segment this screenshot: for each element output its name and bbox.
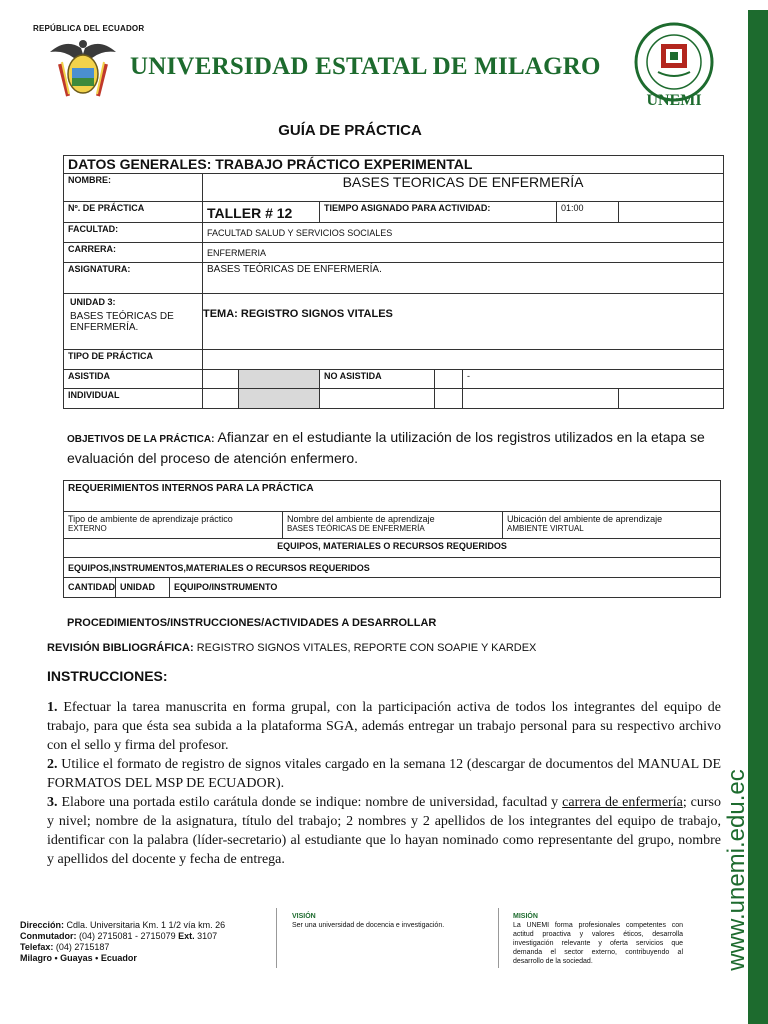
instruccion-2: 2. Utilice el formato de registro de signos vitales cargado en la semana 12 (descargar de documentos del MANUAL DE FORMATOS DEL MSP DE ECUADOR). — [47, 757, 721, 791]
individual-cell-c — [320, 389, 435, 409]
individual-cell-b — [239, 389, 320, 409]
procedimientos-heading: PROCEDIMIENTOS/INSTRUCCIONES/ACTIVIDADES A DESARROLLAR — [67, 617, 437, 629]
university-title: UNIVERSIDAD ESTATAL DE MILAGRO — [130, 53, 601, 80]
objetivos-text: Afianzar en el estudiante la utilización de los registros utilizados en la etapa se evaluación del proceso de atención enfermero. — [67, 429, 705, 466]
individual-cell-e — [463, 389, 619, 409]
ubicacion-ambiente-value: AMBIENTE VIRTUAL — [507, 524, 584, 533]
individual-label: INDIVIDUAL — [64, 389, 203, 409]
ubicacion-ambiente-label: Ubicación del ambiente de aprendizaje — [507, 514, 663, 524]
datos-heading: DATOS GENERALES: TRABAJO PRÁCTICO EXPERIMENTAL — [64, 156, 724, 174]
no-asistida-cell-a — [435, 370, 463, 389]
nombre-value: BASES TEORICAS DE ENFERMERÍA — [203, 174, 724, 202]
asistida-cell-a — [203, 370, 239, 389]
objetivos-section — [67, 428, 727, 467]
unidad-label: UNIDAD 3: — [70, 297, 116, 307]
nombre-ambiente-label: Nombre del ambiente de aprendizaje — [287, 514, 435, 524]
footer-divider — [276, 908, 277, 968]
practica-value: TALLER # 12 — [203, 202, 320, 223]
requerimientos-heading: REQUERIMIENTOS INTERNOS PARA LA PRÁCTICA — [64, 481, 721, 512]
ecuador-crest-icon — [48, 34, 118, 104]
tiempo-empty-cell — [619, 202, 724, 223]
asistida-label: ASISTIDA — [64, 370, 203, 389]
tipo-ambiente-label: Tipo de ambiente de aprendizaje práctico — [68, 514, 233, 524]
cantidad-header: CANTIDAD — [64, 578, 116, 598]
facultad-label: FACULTAD: — [64, 223, 203, 243]
revision-bibliografica — [47, 642, 536, 654]
seal-word: UNEMI — [646, 92, 702, 109]
equipos-row: EQUIPOS,INSTRUMENTOS,MATERIALES O RECURSOS REQUERIDOS — [64, 558, 721, 578]
tipo-practica-label: TIPO DE PRÁCTICA — [64, 350, 203, 370]
instruccion-3: 3. Elabore una portada estilo carátula donde se indique: nombre de universidad, facultad y carrera de enfermería; curso y nivel; nombre de la asignatura, título del trabajo; 2 nombres y 2 apellidos de los integrantes del equipo de trabajo, identificar con la palabra (líder-secretario) al estudiante que lo hayan nominado como representante del grupo, nombre y apellidos del docente y fecha de entrega. — [47, 795, 722, 867]
carrera-label: CARRERA: — [64, 243, 203, 263]
equipo-header: EQUIPO/INSTRUMENTO — [170, 578, 721, 598]
footer-vision: VISIÓN Ser una universidad de docencia e investigación. — [292, 913, 445, 929]
revision-label: REVISIÓN BIBLIOGRÁFICA: — [47, 642, 194, 654]
datos-generales-table — [63, 155, 724, 409]
requerimientos-table — [63, 480, 721, 598]
asignatura-value: BASES TEÓRICAS DE ENFERMERÍA. — [203, 263, 724, 294]
tipo-ambiente-value: EXTERNO — [68, 524, 107, 533]
tipo-practica-empty — [203, 350, 724, 370]
individual-cell-f — [619, 389, 724, 409]
nombre-ambiente-value: BASES TEÓRICAS DE ENFERMERÍA — [287, 524, 425, 533]
revision-text: REGISTRO SIGNOS VITALES, REPORTE CON SOAPIE Y KARDEX — [193, 642, 537, 654]
tiempo-value: 01:00 — [557, 202, 619, 223]
individual-cell-a — [203, 389, 239, 409]
no-asistida-label: NO ASISTIDA — [320, 370, 435, 389]
instrucciones-title: INSTRUCCIONES: — [47, 668, 168, 684]
nombre-label: NOMBRE: — [64, 174, 203, 202]
footer-address: Dirección: Cdla. Universitaria Km. 1 1/2 vía km. 26 Conmutador: (04) 2715081 - 2715079 Ext. 3107 Telefax: (04) 2715187 Milagro • Guayas • Ecuador — [20, 920, 226, 963]
footer-mision: MISIÓN La UNEMI forma profesionales competentes con actitud proactiva y valores éticos, desarrolla investigación relevante y oferta servicios que demanda el sector externo, contribuyendo al desarrollo de la sociedad. — [513, 913, 683, 965]
practica-label: Nº. DE PRÁCTICA — [64, 202, 203, 223]
equipos-heading: EQUIPOS, MATERIALES O RECURSOS REQUERIDOS — [64, 539, 721, 558]
asignatura-label: ASIGNATURA: — [64, 263, 203, 294]
asistida-cell-b — [239, 370, 320, 389]
instrucciones-body — [47, 698, 721, 869]
unidad-value: BASES TEÓRICAS DE ENFERMERÍA. — [70, 311, 174, 333]
carrera-value: ENFERMERIA — [203, 243, 724, 263]
page-title: GUÍA DE PRÁCTICA — [278, 122, 422, 139]
republica-label: REPÚBLICA DEL ECUADOR — [33, 24, 145, 33]
tema-value: TEMA: REGISTRO SIGNOS VITALES — [203, 294, 724, 350]
individual-cell-d — [435, 389, 463, 409]
footer-divider — [498, 908, 499, 968]
objetivos-label: OBJETIVOS DE LA PRÁCTICA: — [67, 434, 215, 445]
instruccion-1: 1. Efectuar la tarea manuscrita en forma grupal, con la participación activa de todos los integrantes del equipo de trabajo, para que ésta sea subida a la plataforma SGA, además entregar un trabajo personal para su respectivo archivo con el sello y firma del profesor. — [47, 700, 721, 753]
no-asistida-mark: - — [463, 370, 724, 389]
tiempo-label: TIEMPO ASIGNADO PARA ACTIVIDAD: — [320, 202, 557, 223]
unidad-header: UNIDAD — [116, 578, 170, 598]
side-url[interactable]: www.unemi.edu.ec — [723, 769, 750, 971]
facultad-value: FACULTAD SALUD Y SERVICIOS SOCIALES — [203, 223, 724, 243]
